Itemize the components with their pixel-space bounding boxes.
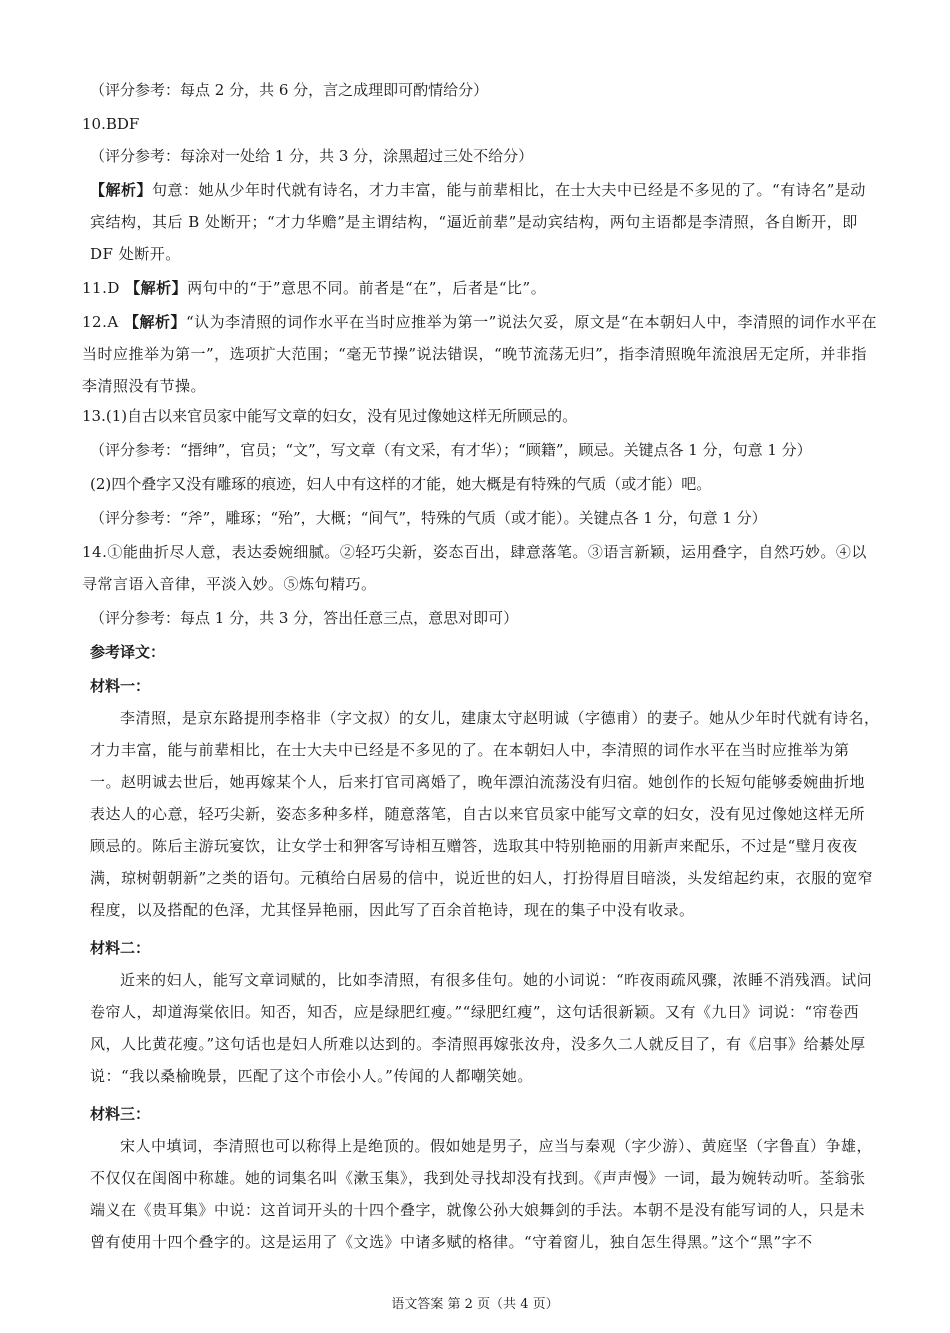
analysis-tag: 【解析】 — [125, 279, 188, 297]
translation-heading: 参考译文： — [90, 643, 166, 661]
q12 — [82, 306, 880, 402]
material2-heading: 材料二： — [90, 939, 151, 957]
q13-part2-scoring: （评分参考：“斧”，雕琢；“殆”，大概；“间气”，特殊的气质（或才能）。关键点各 1 分，句意 1 分） — [90, 509, 767, 527]
q10-scoring: （评分参考：每涂对一处给 1 分，共 3 分，涂黑超过三处不给分） — [90, 147, 534, 165]
material2-text: 近来的妇人，能写文章词赋的，比如李清照，有很多佳句。她的小词说：“昨夜雨疏风骤，浓睡不消残酒。试问卷帘人，却道海棠依旧。知否，知否，应是绿肥红瘦。”“绿肥红瘦”，这句话很新颖。又有《九日》词说：“帘卷西风，人比黄花瘦。”这句话也是妇人所难以达到的。李清照再嫁张汝舟，没多久二人就反目了，有《启事》给綦处厚说：“我以桑榆晚景，匹配了这个市侩小人。”传闻的人都嘲笑她。 — [90, 971, 873, 1085]
q13-part1-scoring: （评分参考：“搢绅”，官员；“文”，写文章（有文采，有才华）；“顾籍”，顾忌。关键点各 1 分，句意 1 分） — [90, 441, 812, 459]
page-footer: 语文答案 第 2 页（共 4 页） — [391, 1297, 559, 1312]
q11-number: 11.D — [82, 279, 120, 297]
analysis-tag: 【解析】 — [123, 313, 186, 331]
q14-scoring: （评分参考：每点 1 分，共 3 分，答出任意三点，意思对即可） — [90, 609, 519, 627]
material3-heading: 材料三： — [90, 1105, 151, 1123]
q10-analysis — [90, 174, 880, 270]
q10-answer: 10.BDF — [82, 115, 140, 133]
analysis-tag: 【解析】 — [90, 181, 153, 199]
q11-text: 两句中的“于”意思不同。前者是“在”，后者是“比”。 — [187, 279, 547, 297]
q11 — [82, 272, 880, 304]
material1-heading: 材料一： — [90, 677, 151, 695]
q10-analysis-text: 句意：她从少年时代就有诗名，才力丰富，能与前辈相比，在士大夫中已经是不多见的了。“有诗名”是动宾结构，其后 B 处断开；“才力华赡”是主谓结构，“逼近前辈”是动宾结构，两句主语都是李清照，各自断开，即 DF 处断开。 — [90, 181, 866, 263]
q14-answer: 14.①能曲折尽人意，表达委婉细腻。②轻巧尖新，姿态百出，肆意落笔。③语言新颖，运用叠字，自然巧妙。④以寻常言语入音律，平淡入妙。⑤炼句精巧。 — [82, 543, 867, 593]
q12-text: “认为李清照的词作水平在当时应推举为第一”说法欠妥，原文是“在本朝妇人中，李清照的词作水平在当时应推举为第一”，选项扩大范围；“毫无节操”说法错误，“晚节流荡无归”，指李清照晚年流浪居无定所，并非指李清照没有节操。 — [82, 313, 877, 395]
scoring-note-q9: （评分参考：每点 2 分，共 6 分，言之成理即可酌情给分） — [90, 81, 489, 99]
q13-part1: 13.(1)自古以来官员家中能写文章的妇女，没有见过像她这样无所顾忌的。 — [82, 407, 578, 425]
q13-part2: (2)四个叠字又没有雕琢的痕迹，妇人中有这样的才能，她大概是有特殊的气质（或才能）吧。 — [90, 475, 712, 493]
q12-number: 12.A — [82, 313, 119, 331]
material1-text: 李清照，是京东路提刑李格非（字文叔）的女儿，建康太守赵明诚（字德甫）的妻子。她从少年时代就有诗名，才力丰富，能与前辈相比，在士大夫中已经是不多见的了。在本朝妇人中，李清照的词作水平在当时应推举为第一。赵明诚去世后，她再嫁某个人，后来打官司离婚了，晚年漂泊流荡没有归宿。她创作的长短句能够委婉曲折地表达人的心意，轻巧尖新，姿态多种多样，随意落笔，自古以来官员家中能写文章的妇女，没有见过像她这样无所顾忌的。陈后主游玩宴饮，让女学士和狎客写诗相互赠答，选取其中特别艳丽的用新声来配乐，不过是“璧月夜夜满，琼树朝朝新”之类的语句。元稹给白居易的信中，说近世的妇人，打扮得眉目暗淡，头发绾起约束，衣服的宽窄程度，以及搭配的色泽，尤其怪异艳丽，因此写了百余首艳诗，现在的集子中没有收录。 — [90, 709, 880, 919]
material3-text: 宋人中填词，李清照也可以称得上是绝顶的。假如她是男子，应当与秦观（字少游）、黄庭坚（字鲁直）争雄，不仅仅在闺阁中称雄。她的词集名叫《漱玉集》，我到处寻找却没有找到。《声声慢》一词，最为婉转动听。荃翁张端义在《贵耳集》中说：这首词开头的十四个叠字，就像公孙大娘舞剑的手法。本朝不是没有能写词的人，只是未曾有使用十四个叠字的。这是运用了《文选》中诸多赋的格律。“守着窗儿，独自怎生得黑。”这个“黑”字不 — [90, 1137, 873, 1251]
